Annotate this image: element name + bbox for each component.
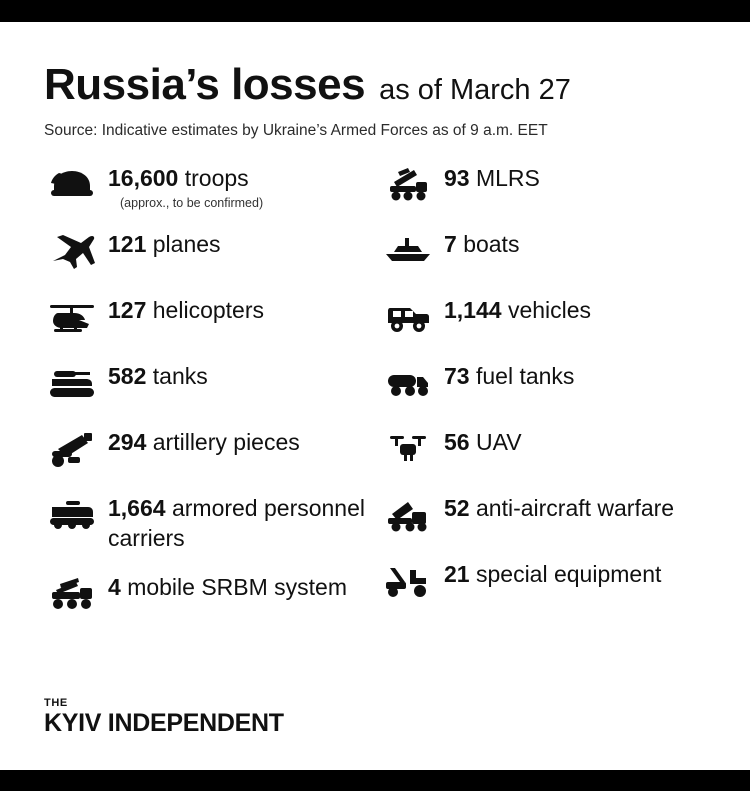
stat-label: MLRS [475,165,540,192]
stat-label: armored personnel carriers [108,495,366,551]
stats-columns [44,160,706,635]
list-item [44,424,370,474]
stat-label: boats [463,231,520,258]
list-item-text [444,490,674,523]
stat-value: 1,664 [108,495,166,522]
list-item [380,490,706,540]
stat-note: (approx., to be confirmed) [120,195,264,210]
tank-icon [44,358,100,406]
stat-value: 56 [444,429,470,456]
helicopter-icon [44,292,100,340]
source-line: Source: Indicative estimates by Ukraine’s Armed Forces as of 9 a.m. EET [44,122,548,140]
stat-label: planes [152,231,221,258]
list-item-text [108,226,221,259]
stat-value: 52 [444,495,470,522]
list-item-text [108,358,208,391]
stat-value: 73 [444,363,470,390]
list-item-text [108,490,370,553]
logo-the: THE [44,697,68,709]
stat-label: anti-aircraft warfare [475,495,675,522]
stat-value: 93 [444,165,470,192]
uav-icon [380,424,436,472]
stat-label: tanks [152,363,208,390]
stat-label: special equipment [475,561,662,588]
list-item-text [444,424,522,457]
apc-icon [44,490,100,538]
logo-name: KYIV INDEPENDENT [44,709,284,737]
mlrs-icon [380,160,436,208]
list-item [380,292,706,342]
list-item-text [108,160,263,209]
list-item [380,424,706,474]
stat-value: 582 [108,363,147,390]
stats-column-right [370,160,706,635]
stat-label: helicopters [152,297,264,324]
stat-value: 1,144 [444,297,502,324]
special-equipment-icon [380,556,436,604]
list-item-text [108,424,300,457]
stat-value: 4 [108,574,121,601]
stat-label: fuel tanks [475,363,575,390]
helmet-icon [44,160,100,208]
anti-aircraft-icon [380,490,436,538]
stat-value: 16,600 [108,165,179,192]
list-item [44,569,370,619]
list-item [44,160,370,210]
stat-label: mobile SRBM system [127,574,348,601]
stat-value: 294 [108,429,147,456]
publisher-logo [44,698,284,736]
stats-column-left [44,160,370,635]
stat-label: artillery pieces [152,429,300,456]
stat-value: 121 [108,231,147,258]
list-item-text [444,556,661,589]
stat-value: 21 [444,561,470,588]
list-item-text [108,292,264,325]
page-title [44,62,706,108]
plane-icon [44,226,100,274]
list-item [380,160,706,210]
list-item [44,490,370,553]
list-item [44,358,370,408]
stat-label: vehicles [507,297,592,324]
list-item [44,226,370,276]
srbm-icon [44,569,100,617]
list-item-text [444,358,574,391]
title-main: Russia’s losses [44,60,366,109]
list-item-text [444,226,519,259]
infographic-card [0,22,750,770]
list-item [380,556,706,606]
boat-icon [380,226,436,274]
vehicle-icon [380,292,436,340]
list-item [44,292,370,342]
list-item [380,358,706,408]
list-item [380,226,706,276]
artillery-icon [44,424,100,472]
list-item-text [444,160,540,193]
stat-label: UAV [475,429,522,456]
title-subtitle: as of March 27 [379,74,571,106]
list-item-text [108,569,347,602]
stat-value: 127 [108,297,147,324]
stat-value: 7 [444,231,457,258]
fuel-tank-icon [380,358,436,406]
stat-label: troops [184,165,249,192]
list-item-text [444,292,591,325]
